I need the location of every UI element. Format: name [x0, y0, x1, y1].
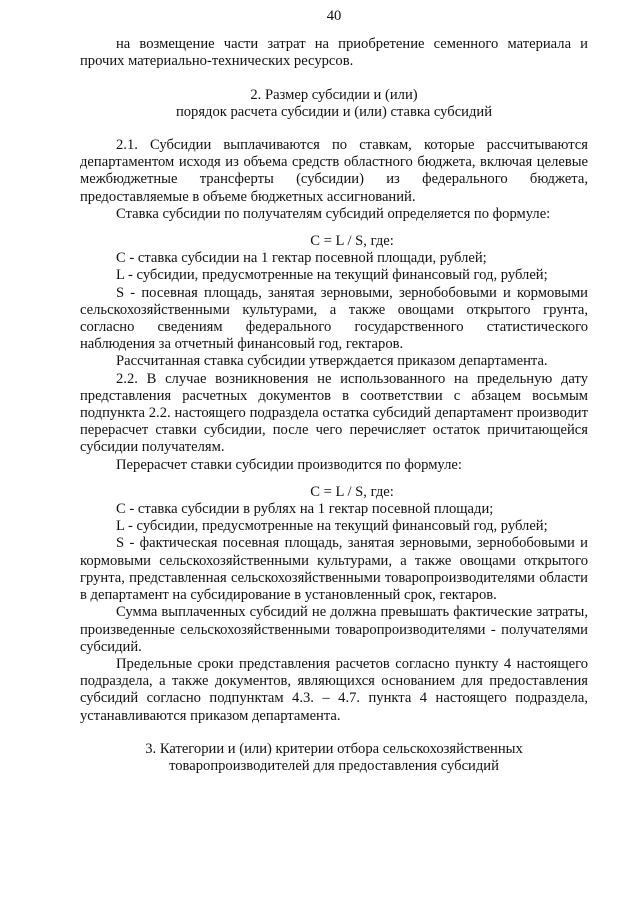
definition-1-c: C - ставка субсидии на 1 гектар посевной площади, рублей; [116, 250, 487, 267]
paragraph-deadlines: Предельные сроки представления расчетов согласно пункту 4 настоящего подраздела, а также документов, являющихся основанием для предоставления субсидий согласно подпунктам 4.3. – 4.7. пункта 4 настоящего подраздела, устанавливаются приказом департамента. [80, 655, 588, 724]
formula-1: C = L / S, где: [310, 233, 394, 250]
paragraph-sum: Сумма выплаченных субсидий не должна превышать фактические затраты, произведенные сельскохозяйственными товаропроизводителями - получателями субсидий. [80, 604, 588, 655]
paragraph-rate-formula-intro: Ставка субсидии по получателям субсидий определяется по формуле: [116, 205, 551, 222]
paragraph-intro: на возмещение части затрат на приобретение семенного материала и прочих материально-технических ресурсов. [80, 36, 588, 70]
paragraph-2-1: 2.1. Субсидии выплачиваются по ставкам, которые рассчитываются департаментом исходя из объема средств областного бюджета, включая целевые межбюджетные трансферты (субсидии) из федерального бюджета, предоставляемые в объеме бюджетных ассигнований. [80, 137, 588, 205]
section-3-title-line1: 3. Категории и (или) критерии отбора сельскохозяйственных [145, 740, 523, 757]
section-3-title-line2: товаропроизводителей для предоставления субсидий [169, 757, 499, 774]
paragraph-recalc-intro: Перерасчет ставки субсидии производится по формуле: [116, 456, 462, 473]
formula-2: C = L / S, где: [310, 483, 394, 500]
definition-1-s: S - посевная площадь, занятая зерновыми, зернобобовыми и кормовыми сельскохозяйственными культурами, а также овощами открытого грунта, согласно сведениям федерального государственного статистического наблюдения за отчетный финансовый год, гектаров. [80, 284, 588, 353]
page-number: 40 [326, 8, 342, 24]
definition-2-c: C - ставка субсидии в рублях на 1 гектар посевной площади; [116, 501, 494, 518]
section-2-title-line1: 2. Размер субсидии и (или) [250, 86, 418, 103]
definition-2-s: S - фактическая посевная площадь, занятая зерновыми, зернобобовыми и кормовыми сельскохозяйственными культурами, а также овощами открытого грунта, представленная сельскохозяйственными товаропроизводителями области в департамент на субсидирование в установленный срок, гектаров. [80, 535, 588, 604]
paragraph-rate-approved: Рассчитанная ставка субсидии утверждается приказом департамента. [116, 353, 548, 370]
section-2-title-line2: порядок расчета субсидии и (или) ставка субсидий [175, 103, 493, 120]
definition-1-l: L - субсидии, предусмотренные на текущий финансовый год, рублей; [116, 267, 548, 284]
definition-2-l: L - субсидии, предусмотренные на текущий финансовый год, рублей; [116, 518, 548, 535]
paragraph-2-2: 2.2. В случае возникновения не использованного на предельную дату представления расчетных документов в соответствии с абзацем восьмым подпункта 2.2. настоящего подраздела остатка субсидий департамент производит перерасчет ставки субсидии, после чего перечисляет остаток причитающейся субсидии получателям. [80, 370, 588, 456]
